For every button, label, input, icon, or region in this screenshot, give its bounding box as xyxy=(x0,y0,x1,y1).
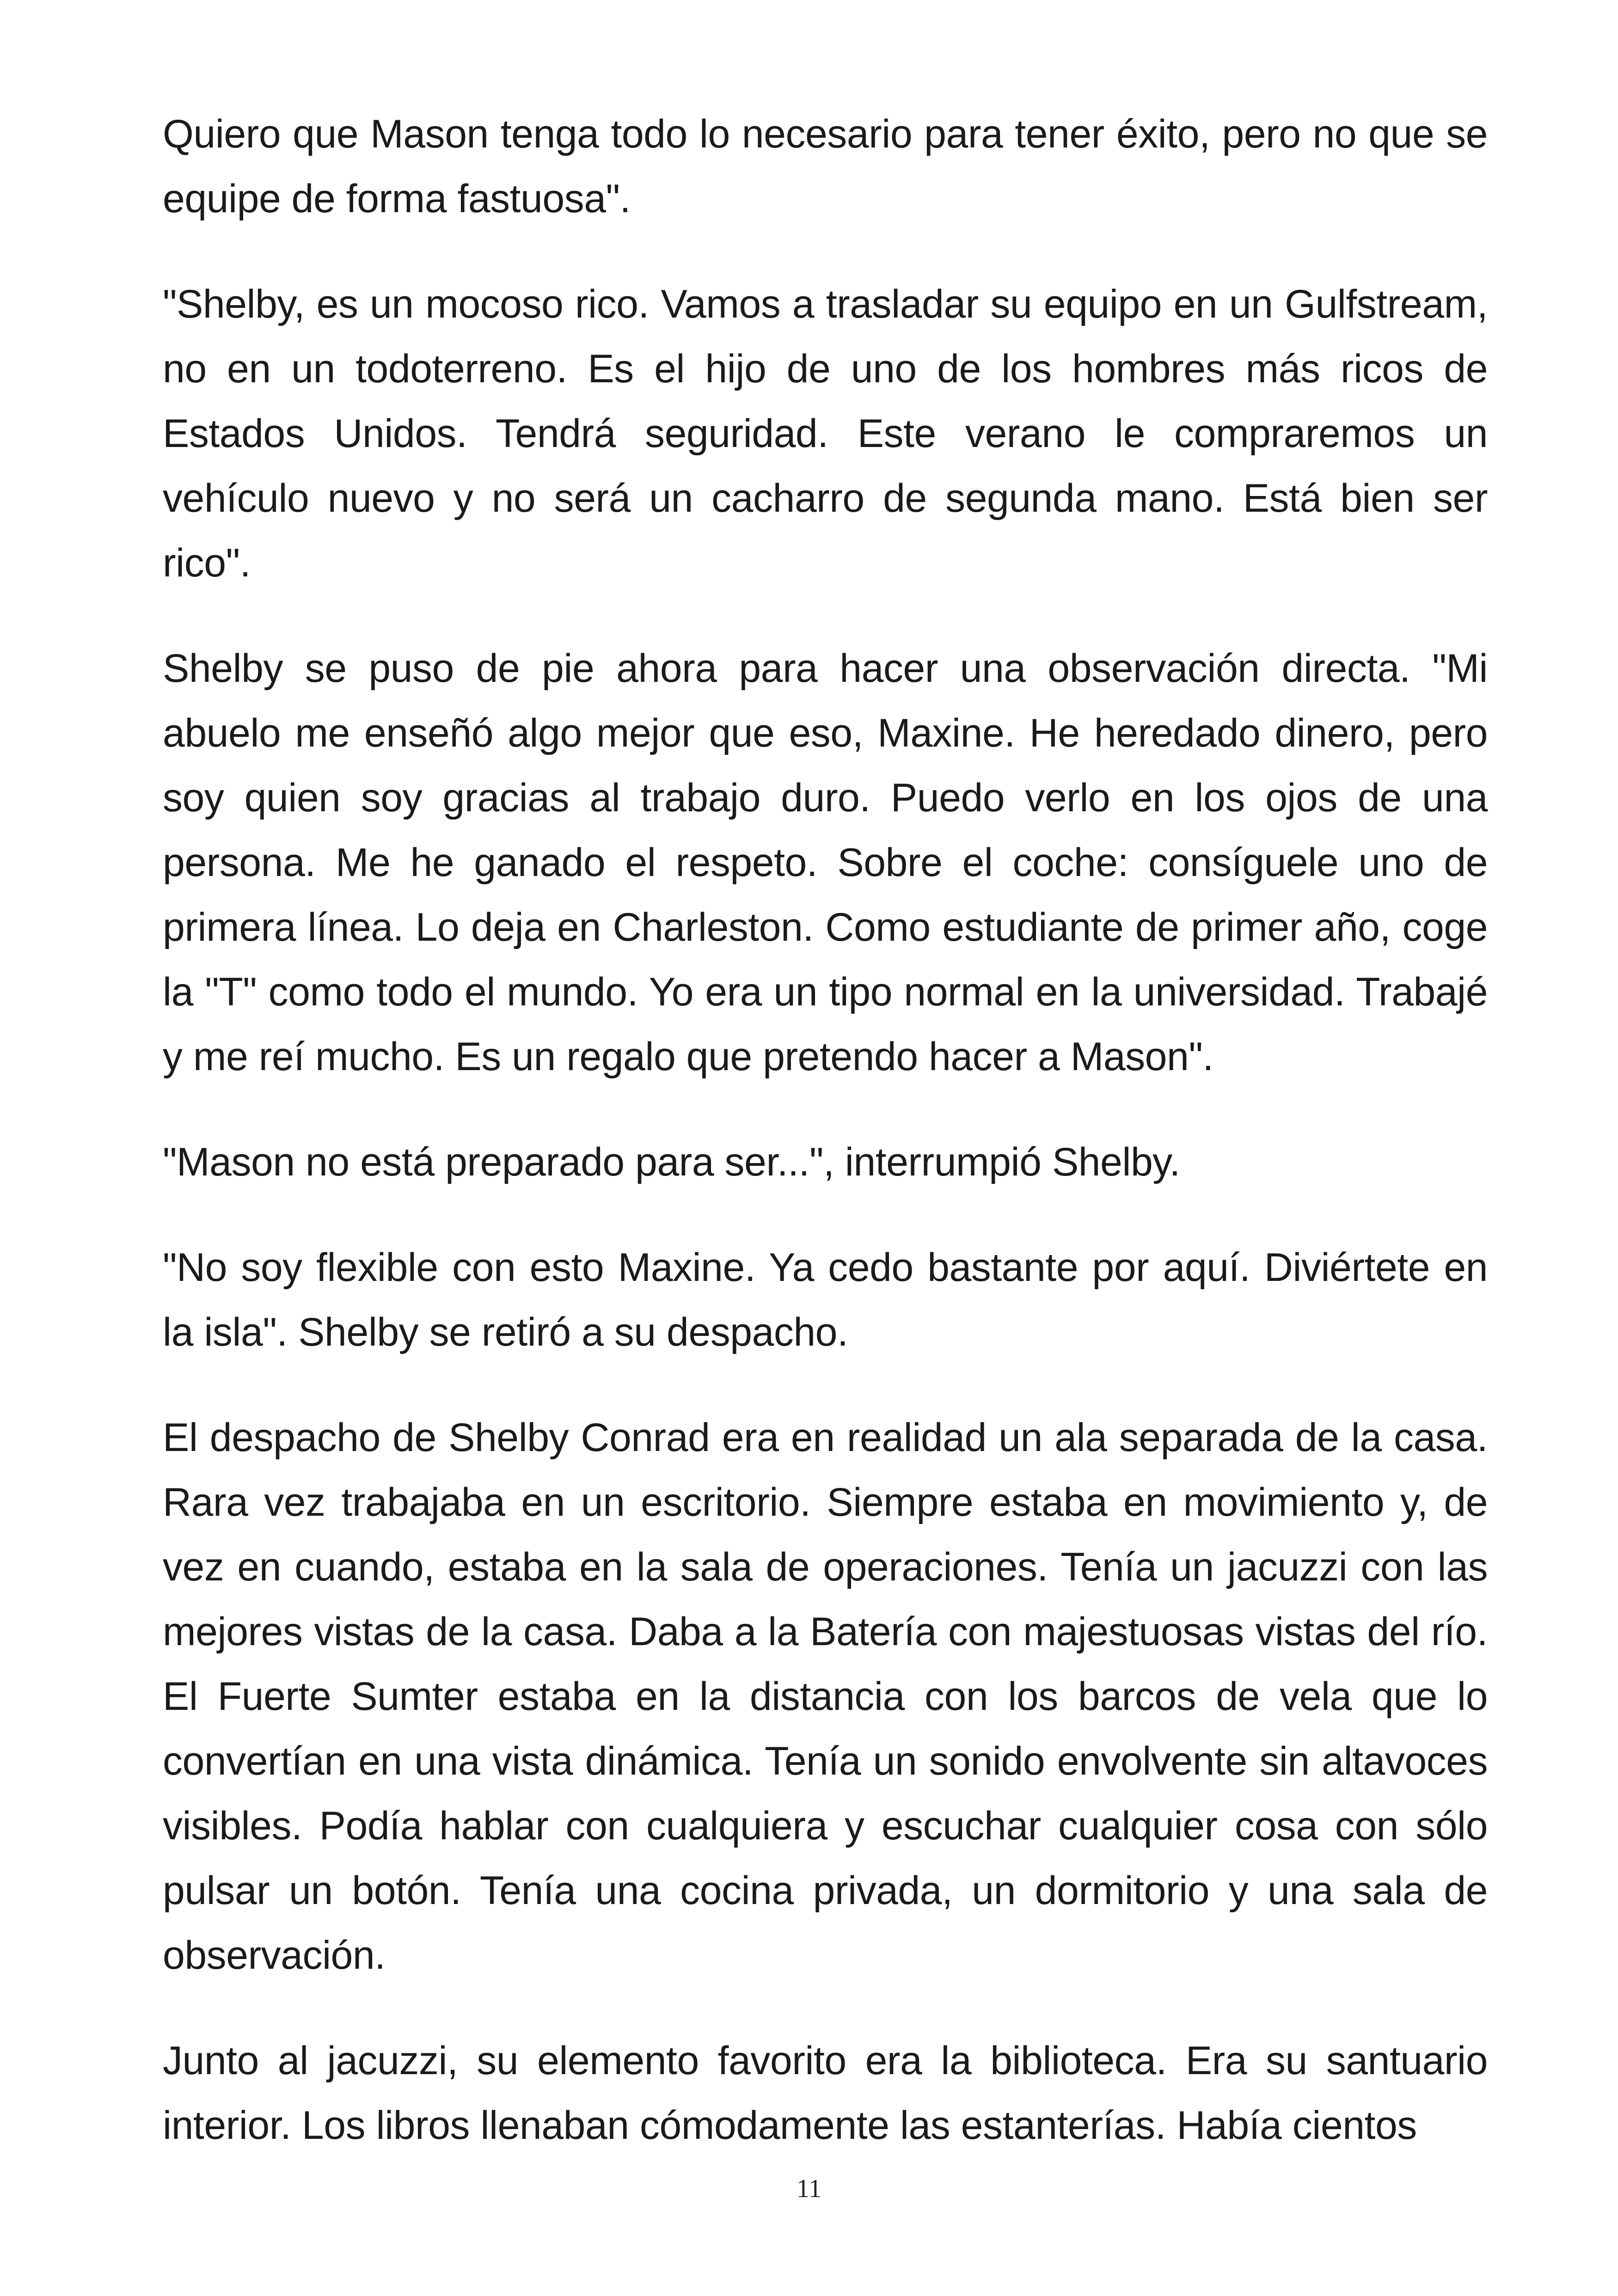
body-text xyxy=(163,102,1488,2198)
paragraph: "No soy flexible con esto Maxine. Ya cedo bastante por aquí. Diviértete en la isla". Shelby se retiró a su despacho. xyxy=(163,1245,1488,1354)
paragraph: Quiero que Mason tenga todo lo necesario para tener éxito, pero no que se equipe de forma fastuosa". xyxy=(163,112,1488,221)
paragraph: Shelby se puso de pie ahora para hacer una observación directa. "Mi abuelo me enseñó algo mejor que eso, Maxine. He heredado dinero, pero soy quien soy gracias al trabajo duro. Puedo verlo en los ojos de una persona. Me he ganado el respeto. Sobre el coche: consíguele uno de primera línea. Lo deja en Charleston. Como estudiante de primer año, coge la "T" como todo el mundo. Yo era un tipo normal en la universidad. Trabajé y me reí mucho. Es un regalo que pretendo hacer a Mason". xyxy=(163,646,1488,1079)
paragraph: "Mason no está preparado para ser...", interrumpió Shelby. xyxy=(163,1140,1180,1184)
paragraph: "Shelby, es un mocoso rico. Vamos a trasladar su equipo en un Gulfstream, no en un todoterreno. Es el hijo de uno de los hombres más ricos de Estados Unidos. Tendrá seguridad. Este verano le compraremos un vehículo nuevo y no será un cacharro de segunda mano. Está bien ser rico". xyxy=(163,282,1488,585)
page-number: 11 xyxy=(797,2174,821,2203)
paragraph: Junto al jacuzzi, su elemento favorito era la biblioteca. Era su santuario interior. Los libros llenaban cómodamente las estanterías. Había cientos xyxy=(163,2039,1488,2148)
paragraph: El despacho de Shelby Conrad era en realidad un ala separada de la casa. Rara vez trabajaba en un escritorio. Siempre estaba en movimiento y, de vez en cuando, estaba en la sala de operaciones. Tenía un jacuzzi con las mejores vistas de la casa. Daba a la Batería con majestuosas vistas del río. El Fuerte Sumter estaba en la distancia con los barcos de vela que lo convertían en una vista dinámica. Tenía un sonido envolvente sin altavoces visibles. Podía hablar con cualquiera y escuchar cualquier cosa con sólo pulsar un botón. Tenía una cocina privada, un dormitorio y una sala de observación. xyxy=(163,1415,1488,1978)
